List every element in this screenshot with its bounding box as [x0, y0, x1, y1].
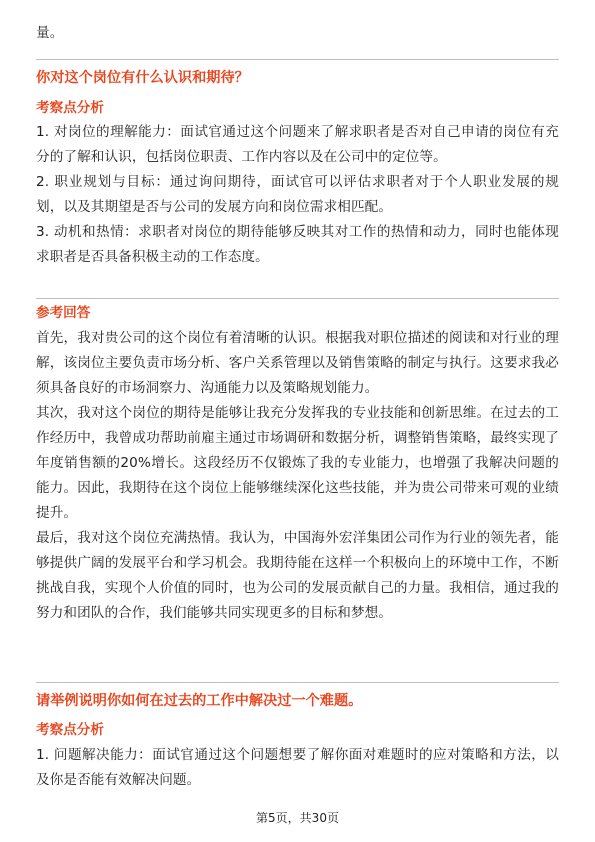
q1-answer-body: [36, 326, 559, 626]
q1-answer-paragraph-2: 其次，我对这个岗位的期待是能够让我充分发挥我的专业技能和创新思维。在过去的工作经历中，我曾成功帮助前雇主通过市场调研和数据分析，调整销售策略，最终实现了年度销售额的20%增长。这段经历不仅锻炼了我的专业能力，也增强了我解决问题的能力。因此，我期待在这个岗位上能够继续深化这些技能，并为贵公司带来可观的业绩提升。: [36, 405, 559, 521]
q1-answer-paragraph-3: 最后，我对这个岗位充满热情。我认为，中国海外宏洋集团公司作为行业的领先者，能够提供广阔的发展平台和学习机会。我期待能在这样一个积极向上的环境中工作，不断挑战自我，实现个人价值的同时，也为公司的发展贡献自己的力量。我相信，通过我的努力和团队的合作，我们能够共同实现更多的目标和梦想。: [36, 530, 559, 621]
question-2-title: 请举例说明你如何在过去的工作中解决过一个难题。: [36, 693, 363, 709]
q2-analysis-heading-block: [36, 719, 559, 741]
q1-analysis-heading-block: [36, 97, 559, 119]
q2-analysis-heading: 考察点分析: [36, 722, 104, 738]
q2-analysis-item-1: 1. 问题解决能力：面试官通过这个问题想要了解你面对难题时的应对策略和方法，以及你是否能有效解决问题。: [36, 747, 559, 788]
q1-analysis-item-3: 3. 动机和热情：求职者对岗位的期待能够反映其对工作的热情和动力，同时也能体现求职者是否具备积极主动的工作态度。: [36, 224, 559, 265]
q2-analysis-list: [36, 743, 559, 793]
divider: [36, 59, 559, 60]
top-fragment-text: 量。: [36, 25, 64, 41]
divider: [36, 682, 559, 683]
q1-analysis-item-1: 1. 对岗位的理解能力：面试官通过这个问题来了解求职者是否对自己申请的岗位有充分的了解和认识，包括岗位职责、工作内容以及在公司中的定位等。: [36, 124, 559, 165]
question-2-title-block: [36, 690, 559, 712]
q1-analysis-heading: 考察点分析: [36, 100, 104, 116]
q1-answer-heading-block: [36, 302, 559, 324]
question-1-title: 你对这个岗位有什么认识和期待？: [36, 70, 249, 86]
q1-analysis-item-2: 2. 职业规划与目标：通过询问期待，面试官可以评估求职者对于个人职业发展的规划，以及其期望是否与公司的发展方向和岗位需求相匹配。: [36, 174, 559, 215]
page-number-footer: 第5页，共30页: [256, 811, 339, 825]
q1-analysis-list: [36, 120, 559, 270]
question-1-title-block: [36, 67, 559, 89]
top-fragment-block: [36, 21, 559, 46]
q1-answer-paragraph-1: 首先，我对贵公司的这个岗位有着清晰的认识。根据我对职位描述的阅读和对行业的理解，该岗位主要负责市场分析、客户关系管理以及销售策略的制定与执行。这要求我必须具备良好的市场洞察力、沟通能力以及策略规划能力。: [36, 330, 559, 396]
divider: [36, 298, 559, 299]
q1-answer-heading: 参考回答: [36, 305, 91, 321]
